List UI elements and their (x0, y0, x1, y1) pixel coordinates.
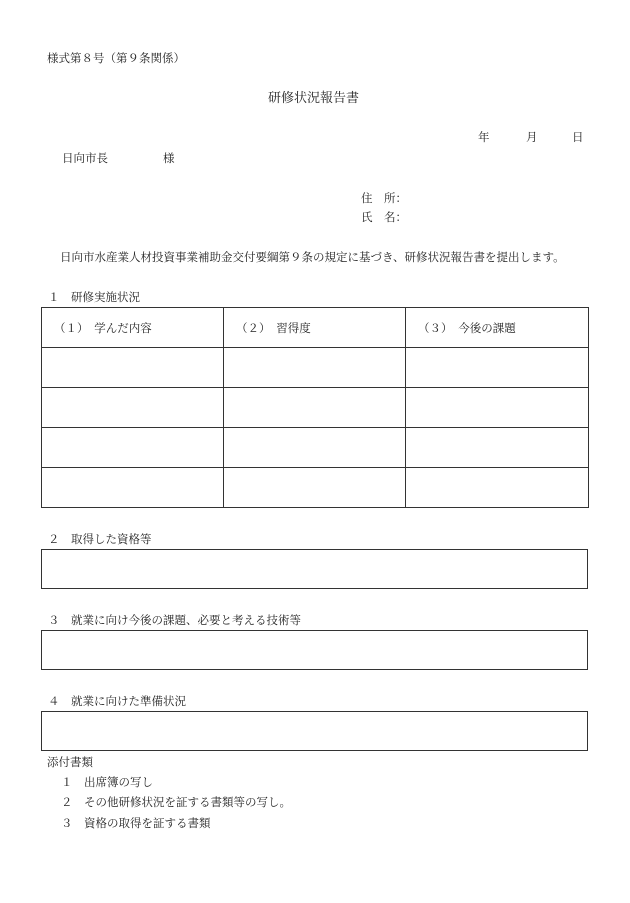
section2-heading: ２ 取得した資格等 (48, 532, 152, 546)
table-cell[interactable] (224, 348, 406, 388)
table-row (42, 428, 589, 468)
table-cell[interactable] (406, 388, 589, 428)
date-month-label: 月 (526, 130, 538, 144)
training-status-table (41, 307, 589, 508)
preparation-status-field[interactable] (41, 711, 588, 751)
section4-heading: ４ 就業に向けた準備状況 (48, 694, 186, 708)
section3-heading: ３ 就業に向け今後の課題、必要と考える技術等 (48, 613, 301, 627)
attachment-item: ２ その他研修状況を証する書類等の写し。 (61, 795, 291, 809)
attachment-item: ３ 資格の取得を証する書類 (61, 816, 211, 830)
table-row (42, 348, 589, 388)
table-cell[interactable] (42, 388, 224, 428)
table-cell[interactable] (224, 428, 406, 468)
table-cell[interactable] (42, 468, 224, 508)
date-day-label: 日 (572, 130, 584, 144)
table-cell[interactable] (224, 388, 406, 428)
future-issues-field[interactable] (41, 630, 588, 670)
column-header-future-issues: （３） 今後の課題 (406, 308, 589, 348)
statement-text: 日向市水産業人材投資事業補助金交付要綱第９条の規定に基づき、研修状況報告書を提出します。 (60, 250, 565, 264)
address-label: 住 所： (361, 191, 407, 205)
addressee-honorific: 様 (163, 151, 175, 165)
page-title: 研修状況報告書 (268, 91, 360, 106)
table-cell[interactable] (406, 348, 589, 388)
attachment-item: １ 出席簿の写し (61, 775, 153, 789)
form-number: 様式第８号（第９条関係） (47, 51, 185, 65)
addressee-name: 日向市長 (62, 151, 108, 165)
attachments-heading: 添付書類 (47, 755, 93, 769)
table-row (42, 468, 589, 508)
column-header-proficiency: （２） 習得度 (224, 308, 406, 348)
table-cell[interactable] (406, 428, 589, 468)
table-cell[interactable] (224, 468, 406, 508)
date-year-label: 年 (478, 130, 490, 144)
qualifications-field[interactable] (41, 549, 588, 589)
name-label: 氏 名： (361, 210, 407, 224)
section1-heading: １ 研修実施状況 (48, 290, 140, 304)
table-cell[interactable] (42, 348, 224, 388)
table-row (42, 388, 589, 428)
table-header-row (42, 308, 589, 348)
column-header-learned-content: （１） 学んだ内容 (42, 308, 224, 348)
table-cell[interactable] (42, 428, 224, 468)
table-cell[interactable] (406, 468, 589, 508)
